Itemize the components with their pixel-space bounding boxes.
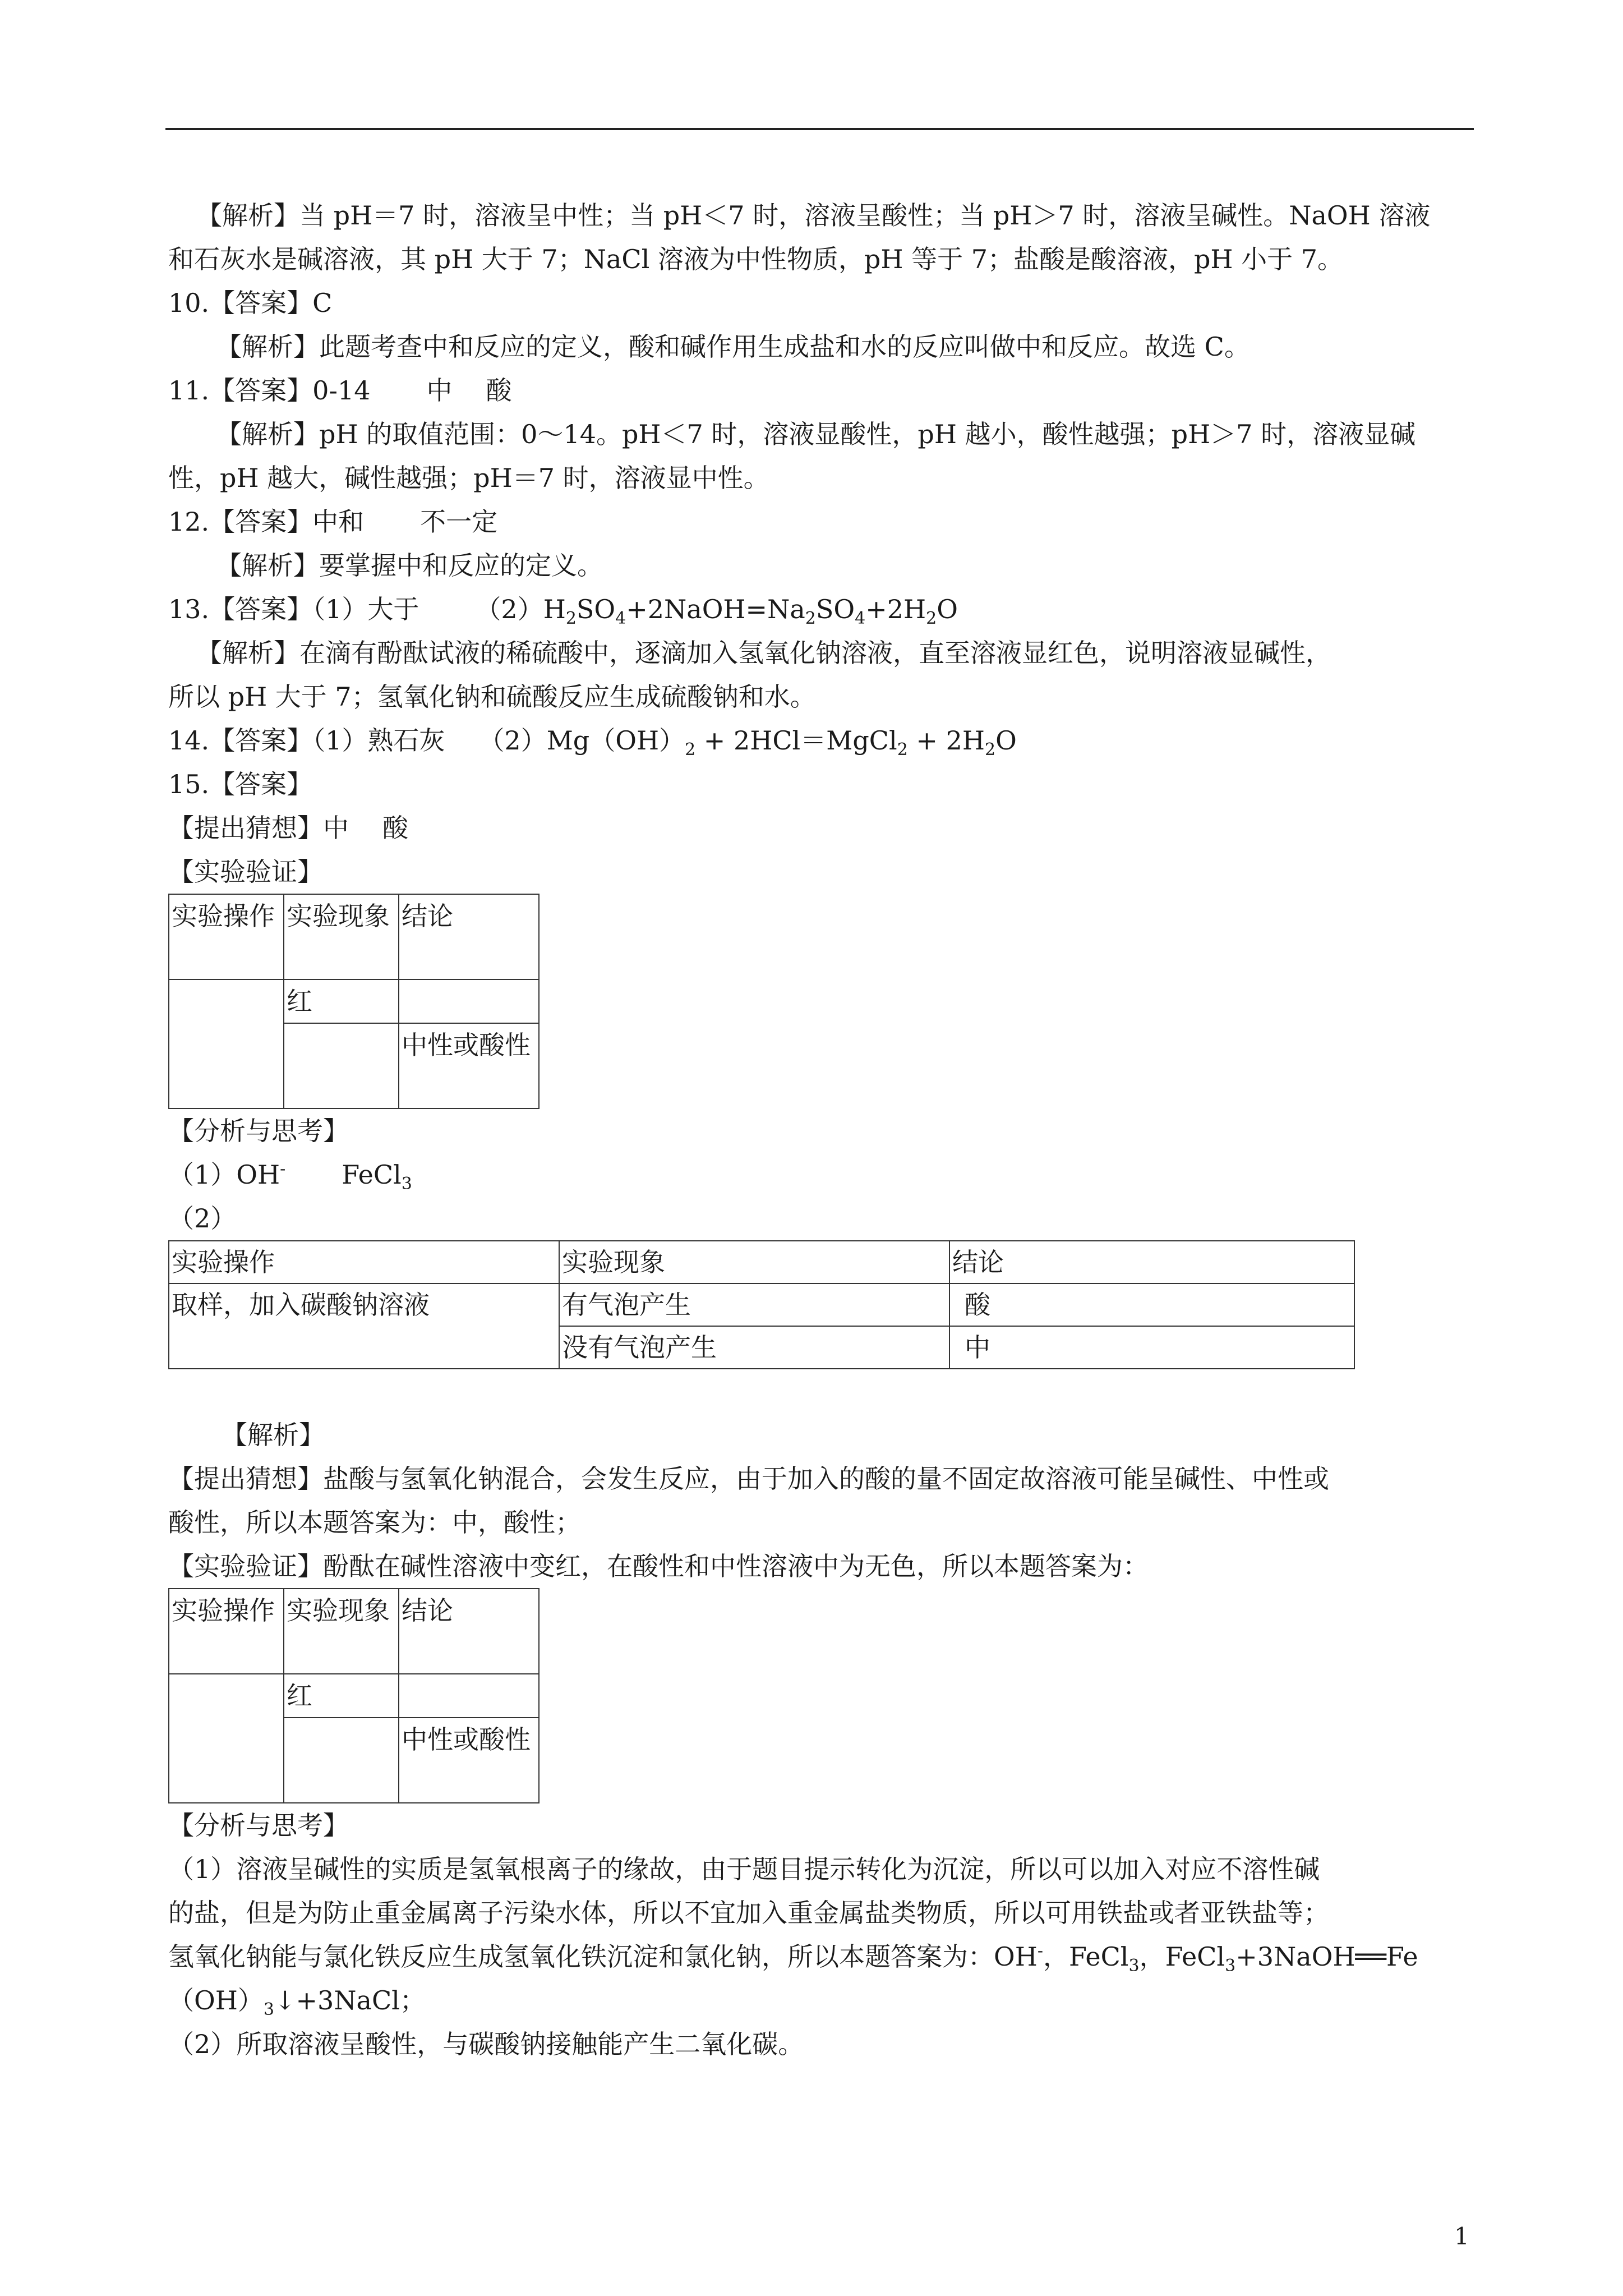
table-cell: 没有气泡产生 (559, 1326, 949, 1369)
guess-expl-line2: 酸性，所以本题答案为：中，酸性； (168, 1507, 581, 1538)
answer-content (168, 194, 1475, 2066)
table-cell: 中 (949, 1326, 1354, 1369)
experiment-table-1 (168, 894, 540, 1109)
q12-analysis: 【解析】要掌握中和反应的定义。 (216, 550, 603, 581)
q13-analysis-line1: 【解析】在滴有酚酞试液的稀硫酸中，逐滴加入氢氧化钠溶液，直至溶液显红色，说明溶液显碱性， (196, 638, 1331, 668)
table-cell: 取样，加入碳酸钠溶液 (169, 1283, 559, 1369)
q12-answer-a: 12.【答案】中和 (168, 507, 365, 537)
q14-answer-a: 14.【答案】（1）熟石灰 (168, 725, 445, 756)
q9-analysis-line2: 和石灰水是碱溶液，其 pH 大于 7；NaCl 溶液为中性物质，pH 等于 7；盐酸是酸溶液，pH 小于 7。 (168, 244, 1344, 274)
q11-answer (168, 369, 1475, 412)
q15-verify-label: 【实验验证】 (168, 857, 323, 887)
table-cell (169, 1674, 284, 1803)
table-header-cell: 结论 (399, 894, 539, 979)
table-cell (169, 979, 284, 1108)
table-cell (399, 1674, 539, 1718)
think-expl-line4: $(OH)_3↓+3NaCl$； (168, 1985, 426, 2020)
table-header-cell: 实验现象 (559, 1241, 949, 1283)
table-cell: 有气泡产生 (559, 1283, 949, 1326)
think-expl-line3: 氢氧化钠能与氯化铁反应生成氢氧化铁沉淀和氯化钠，所以本题答案为：OH-，FeCl$_3$，FeCl$_3$+3NaOH══Fe (168, 1941, 1418, 1976)
q13-equation: $(2)H_2SO_4+2NaOH=Na_2SO_4+2H_2O$ (475, 594, 958, 629)
q15-think-2: （2） (168, 1203, 237, 1234)
table-cell (399, 979, 539, 1023)
experiment-table-2 (168, 1240, 1355, 1369)
q14-answer (168, 719, 1475, 762)
table-cell (284, 1023, 399, 1108)
q10-answer: 10.【答案】C (168, 288, 333, 318)
verify-expl: 【实验验证】酚酞在碱性溶液中变红，在酸性和中性溶液中为无色，所以本题答案为： (168, 1551, 1149, 1581)
think-expl-line2: 的盐，但是为防止重金属离子污染水体，所以不宜加入重金属盐类物质，所以可用铁盐或者亚铁盐等； (168, 1898, 1329, 1928)
table-cell: 红 (284, 979, 399, 1023)
think-label-2: 【分析与思考】 (168, 1810, 349, 1841)
q11-answer-range: 11.【答案】0-14 (168, 375, 371, 406)
table-header-cell: 结论 (949, 1241, 1354, 1283)
q10-analysis: 【解析】此题考查中和反应的定义，酸和碱作用生成盐和水的反应叫做中和反应。故选 C。 (216, 332, 1250, 362)
q14-equation: $(2)Mg(OH)_2$ + 2HCl＝MgCl$_2$ + $2H_2O$ (478, 725, 1017, 760)
table-header-cell: 实验操作 (169, 1589, 284, 1674)
table-cell: 红 (284, 1674, 399, 1718)
experiment-table-3 (168, 1588, 540, 1803)
think-expl-line1: （1）溶液呈碱性的实质是氢氧根离子的缘故，由于题目提示转化为沉淀，所以可以加入对应不溶性碱 (168, 1854, 1320, 1884)
q12-answer (168, 500, 1475, 544)
q12-answer-b: 不一定 (420, 507, 498, 537)
q13-analysis-line2: 所以 pH 大于 7；氢氧化钠和硫酸反应生成硫酸钠和水。 (168, 682, 816, 712)
table-header-cell: 实验现象 (284, 1589, 399, 1674)
q11-answer-neutral: 中 (426, 375, 453, 406)
q15-think-1: （1）OH- FeCl$_3$ (168, 1159, 412, 1194)
q13-answer-a: 13.【答案】（1）大于 (168, 594, 419, 624)
table-cell: 酸 (949, 1283, 1354, 1326)
table-header-cell: 实验操作 (169, 1241, 559, 1283)
q15-guess: 【提出猜想】中 酸 (168, 813, 408, 843)
q9-analysis-line1: 【解析】当 pH＝7 时，溶液呈中性；当 pH＜7 时，溶液呈酸性；当 pH＞7 时，溶液呈碱性。NaOH 溶液 (196, 200, 1431, 231)
q11-answer-acid: 酸 (486, 375, 512, 406)
table-cell: 中性或酸性 (399, 1023, 539, 1108)
q15-think-label: 【分析与思考】 (168, 1116, 349, 1146)
q13-answer (168, 587, 1475, 631)
q11-analysis-line1: 【解析】pH 的取值范围：0～14。pH＜7 时，溶液显酸性，pH 越小，酸性越强；pH＞7 时，溶液显碱 (216, 419, 1416, 449)
q11-analysis-line2: 性，pH 越大，碱性越强；pH＝7 时，溶液显中性。 (168, 463, 769, 493)
think-expl-2: （2）所取溶液呈酸性，与碳酸钠接触能产生二氧化碳。 (168, 2029, 804, 2059)
table-header-cell: 实验操作 (169, 894, 284, 979)
table-header-cell: 实验现象 (284, 894, 399, 979)
q15-answer: 15.【答案】 (168, 769, 313, 799)
analysis-label: 【解析】 (222, 1420, 325, 1450)
page-number: 1 (1454, 2223, 1469, 2250)
table-cell (284, 1718, 399, 1803)
guess-expl-line1: 【提出猜想】盐酸与氢氧化钠混合，会发生反应，由于加入的酸的量不固定故溶液可能呈碱性、中性或 (168, 1464, 1329, 1494)
table-header-cell: 结论 (399, 1589, 539, 1674)
header-rule (165, 128, 1474, 130)
table-cell: 中性或酸性 (399, 1718, 539, 1803)
